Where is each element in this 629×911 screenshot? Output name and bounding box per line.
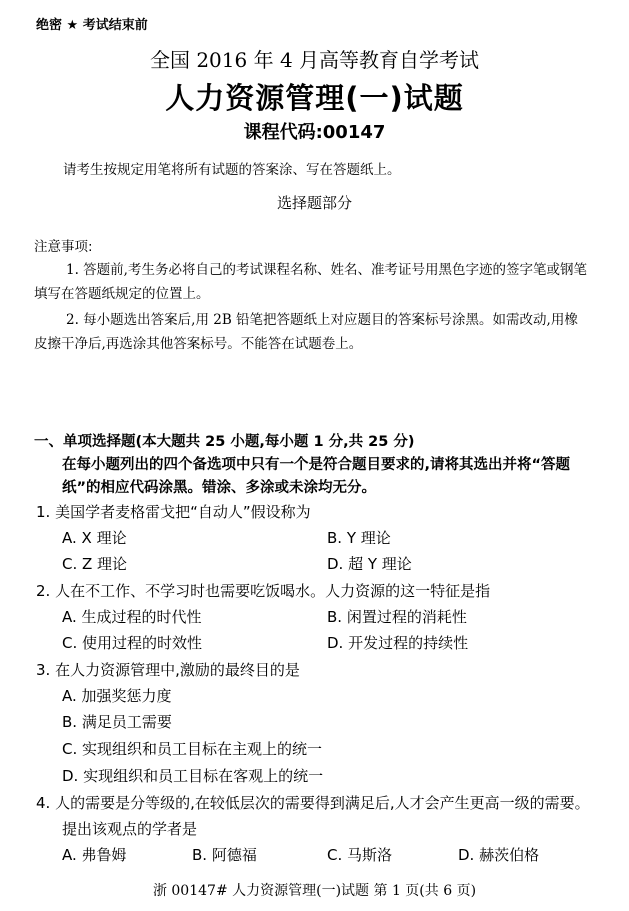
section-heading: 一、单项选择题(本大题共 25 小题,每小题 1 分,共 25 分) — [34, 434, 415, 450]
notice-item-1-line-2: 填写在答题纸规定的位置上。 — [34, 286, 210, 302]
question-4-option-d: D. 赫茨伯格 — [458, 846, 540, 864]
question-4-option-b: B. 阿德福 — [192, 846, 257, 864]
question-1-option-d: D. 超 Y 理论 — [327, 555, 412, 573]
page-footer: 浙 00147# 人力资源管理(一)试题 第 1 页(共 6 页) — [152, 883, 477, 899]
question-3-option-a: A. 加强奖惩力度 — [62, 687, 172, 705]
question-2-option-c: C. 使用过程的时效性 — [62, 634, 203, 652]
notice-item-1-line-1: 1. 答题前,考生务必将自己的考试课程名称、姓名、准考证号用黑色字迹的签字笔或钢笔 — [66, 262, 587, 278]
question-3-option-c: C. 实现组织和员工目标在主观上的统一 — [62, 740, 323, 758]
course-code: 课程代码:00147 — [243, 122, 386, 143]
question-4-option-a: A. 弗鲁姆 — [62, 846, 127, 864]
question-1-option-b: B. Y 理论 — [327, 529, 391, 547]
question-4-stem-line-2: 提出该观点的学者是 — [62, 820, 198, 838]
question-1-stem: 1. 美国学者麦格雷戈把“自动人”假设称为 — [36, 503, 311, 521]
question-2-option-b: B. 闲置过程的消耗性 — [327, 608, 467, 626]
part-title: 选择题部分 — [276, 194, 352, 212]
question-2-option-d: D. 开发过程的持续性 — [327, 634, 469, 652]
question-3-stem: 3. 在人力资源管理中,激励的最终目的是 — [36, 661, 300, 679]
question-4-stem-line-1: 4. 人的需要是分等级的,在较低层次的需要得到满足后,人才会产生更高一级的需要。 — [36, 794, 590, 812]
confidential-label: 绝密 ★ 考试结束前 — [36, 18, 148, 33]
exam-session-line: 全国 2016 年 4 月高等教育自学考试 — [149, 48, 480, 72]
answer-instruction: 请考生按规定用笔将所有试题的答案涂、写在答题纸上。 — [63, 162, 401, 178]
question-3-option-b: B. 满足员工需要 — [62, 713, 172, 731]
question-4-option-c: C. 马斯洛 — [327, 846, 393, 864]
notice-item-2-line-2: 皮擦干净后,再选涂其他答案标号。不能答在试题卷上。 — [34, 336, 363, 352]
question-1-option-c: C. Z 理论 — [62, 555, 128, 573]
question-1-option-a: A. X 理论 — [62, 529, 127, 547]
question-3-option-d: D. 实现组织和员工目标在客观上的统一 — [62, 767, 324, 785]
notice-item-2-line-1: 2. 每小题选出答案后,用 2B 铅笔把答题纸上对应题目的答案标号涂黑。如需改动,用橡 — [66, 312, 578, 328]
paper-title: 人力资源管理(一)试题 — [165, 81, 464, 115]
section-description-line-1: 在每小题列出的四个备选项中只有一个是符合题目要求的,请将其选出并将“答题 — [62, 457, 571, 473]
question-2-option-a: A. 生成过程的时代性 — [62, 608, 202, 626]
notice-heading: 注意事项: — [34, 239, 93, 255]
section-description-line-2: 纸”的相应代码涂黑。错涂、多涂或未涂均无分。 — [62, 480, 377, 496]
question-2-stem: 2. 人在不工作、不学习时也需要吃饭喝水。人力资源的这一特征是指 — [36, 582, 491, 600]
